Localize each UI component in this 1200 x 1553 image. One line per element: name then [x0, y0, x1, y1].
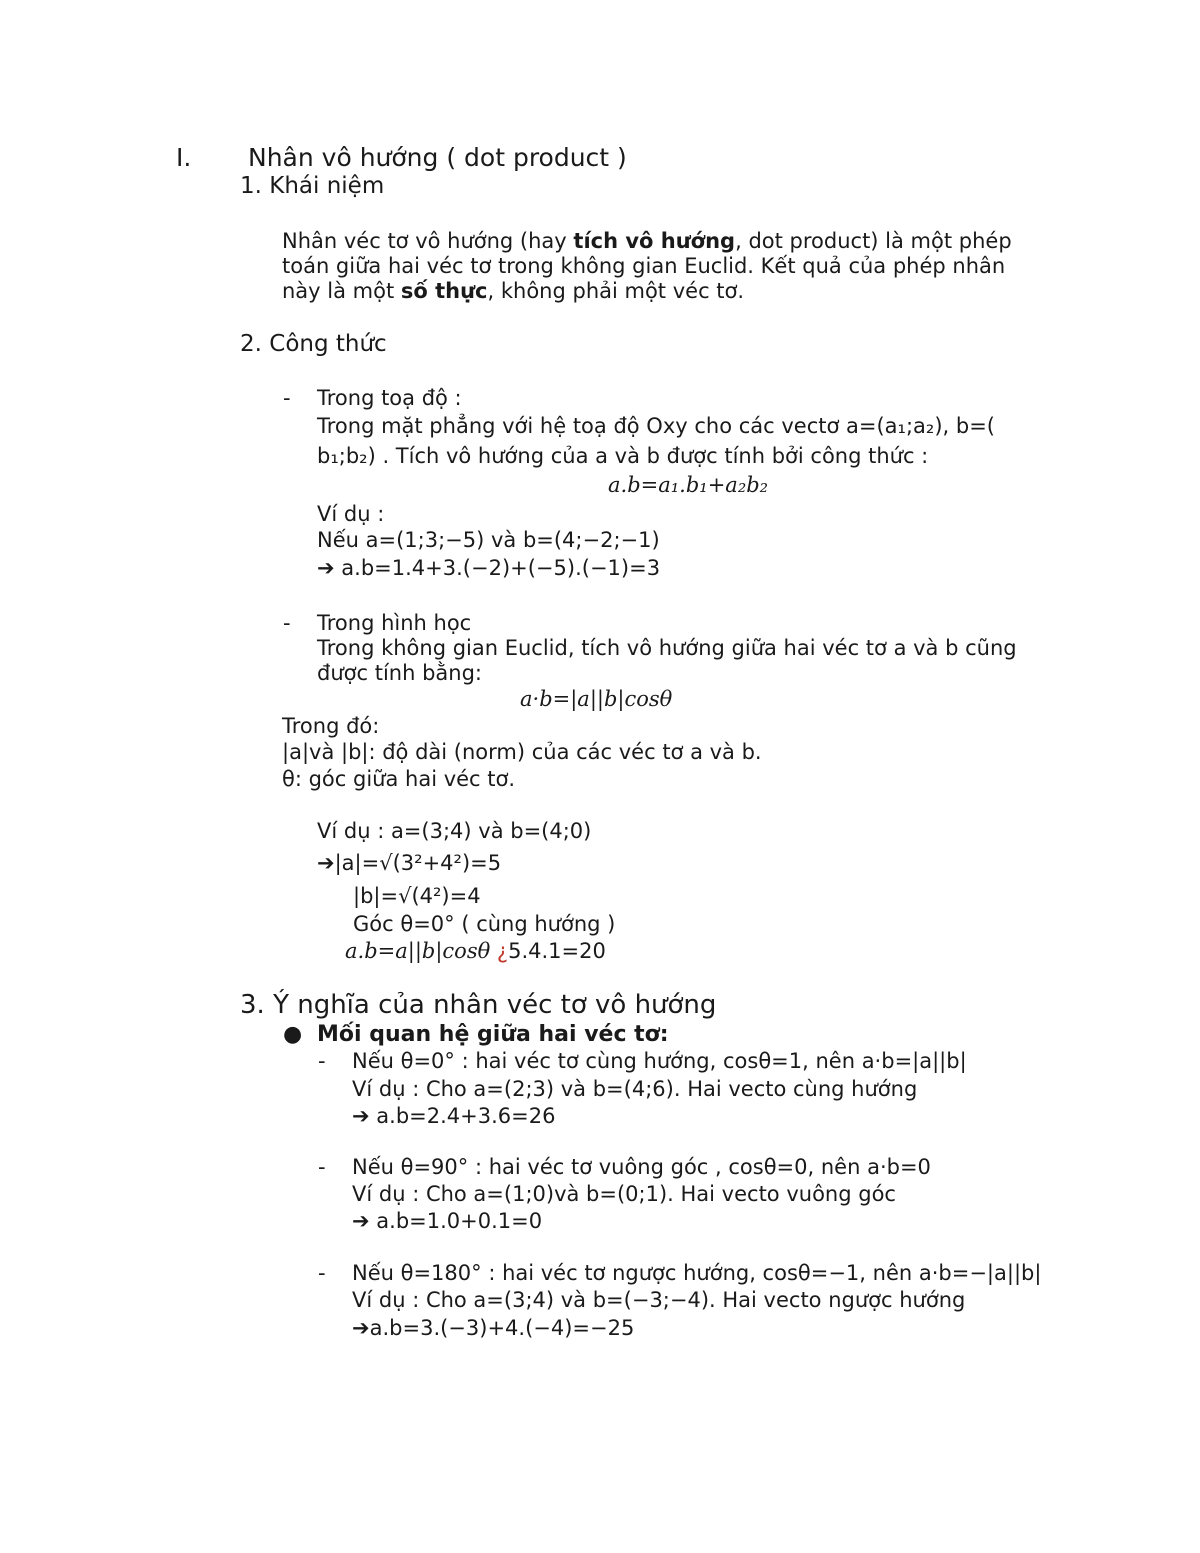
geom-norm-desc: |a|và |b|: độ dài (norm) của các véc tơ a và b. [282, 740, 762, 764]
bullet-dot-icon: ● [283, 1022, 303, 1047]
geom-example-norm-b: |b|=√(4²)=4 [353, 884, 481, 908]
geom-formula: a·b=|a||b|cosθ [520, 687, 673, 711]
dash-marker: - [283, 386, 291, 410]
concept-line-1: Nhân véc tơ vô hướng (hay tích vô hướng, dot product) là một phép [282, 229, 1012, 253]
concept-line-3: này là một số thực, không phải một véc tơ. [282, 279, 745, 303]
arrow-right-icon: ➔ [317, 556, 335, 580]
arrow-right-icon: ➔ [317, 851, 335, 875]
coord-title: Trong toạ độ : [317, 386, 462, 410]
arrow-right-icon: ➔ [352, 1104, 370, 1128]
subheading-concept: 1. Khái niệm [240, 173, 385, 199]
case-example: Ví dụ : Cho a=(1;0)và b=(0;1). Hai vecto vuông góc [352, 1182, 896, 1206]
coord-formula: a.b=a₁.b₁+a₂b₂ [608, 473, 769, 497]
geom-line-2: được tính bằng: [317, 661, 482, 685]
case-example: Ví dụ : Cho a=(3;4) và b=(−3;−4). Hai vecto ngược hướng [352, 1288, 966, 1312]
geom-example-norm-a: ➔|a|=√(3²+4²)=5 [317, 851, 502, 875]
case-example: Ví dụ : Cho a=(2;3) và b=(4;6). Hai vecto cùng hướng [352, 1077, 918, 1101]
coord-example-label: Ví dụ : [317, 502, 385, 526]
geom-example-angle: Góc θ=0° ( cùng hướng ) [353, 912, 616, 936]
case-result: ➔ a.b=2.4+3.6=26 [352, 1104, 556, 1128]
section-title: Nhân vô hướng ( dot product ) [248, 143, 627, 172]
geom-where: Trong đó: [282, 714, 380, 738]
case-condition: Nếu θ=0° : hai véc tơ cùng hướng, cosθ=1, nên a·b=|a||b| [352, 1049, 967, 1073]
subheading-formula: 2. Công thức [240, 331, 387, 357]
coord-example-result: ➔ a.b=1.4+3.(−2)+(−5).(−1)=3 [317, 556, 661, 580]
geom-theta-desc: θ: góc giữa hai véc tơ. [282, 767, 516, 791]
dash-marker: - [283, 611, 291, 635]
dash-marker: - [318, 1155, 326, 1179]
coord-line-1: Trong mặt phẳng với hệ toạ độ Oxy cho các vectơ a=(a₁;a₂), b=( [317, 414, 995, 438]
case-result: ➔a.b=3.(−3)+4.(−4)=−25 [352, 1316, 635, 1340]
coord-example-vectors: Nếu a=(1;3;−5) và b=(4;−2;−1) [317, 528, 660, 552]
coord-line-2: b₁;b₂) . Tích vô hướng của a và b được tính bởi công thức : [317, 444, 929, 468]
case-condition: Nếu θ=90° : hai véc tơ vuông góc , cosθ=0, nên a·b=0 [352, 1155, 931, 1179]
geom-example-title: Ví dụ : a=(3;4) và b=(4;0) [317, 819, 592, 843]
geom-title: Trong hình học [317, 611, 472, 635]
arrow-right-icon: ➔ [352, 1316, 370, 1340]
dash-marker: - [318, 1049, 326, 1073]
dash-marker: - [318, 1261, 326, 1285]
bullet-relation-title: Mối quan hệ giữa hai véc tơ: [317, 1022, 669, 1047]
case-result: ➔ a.b=1.0+0.1=0 [352, 1209, 543, 1233]
geom-line-1: Trong không gian Euclid, tích vô hướng giữa hai véc tơ a và b cũng [317, 636, 1017, 660]
subheading-meaning: 3. Ý nghĩa của nhân véc tơ vô hướng [240, 990, 717, 1020]
arrow-right-icon: ➔ [352, 1209, 370, 1233]
geom-example-product: a.b=a||b|cosθ ¿5.4.1=20 [345, 939, 606, 963]
case-condition: Nếu θ=180° : hai véc tơ ngược hướng, cosθ=−1, nên a·b=−|a||b| [352, 1261, 1042, 1285]
section-numeral: I. [176, 143, 192, 172]
concept-line-2: toán giữa hai véc tơ trong không gian Euclid. Kết quả của phép nhân [282, 254, 1006, 278]
